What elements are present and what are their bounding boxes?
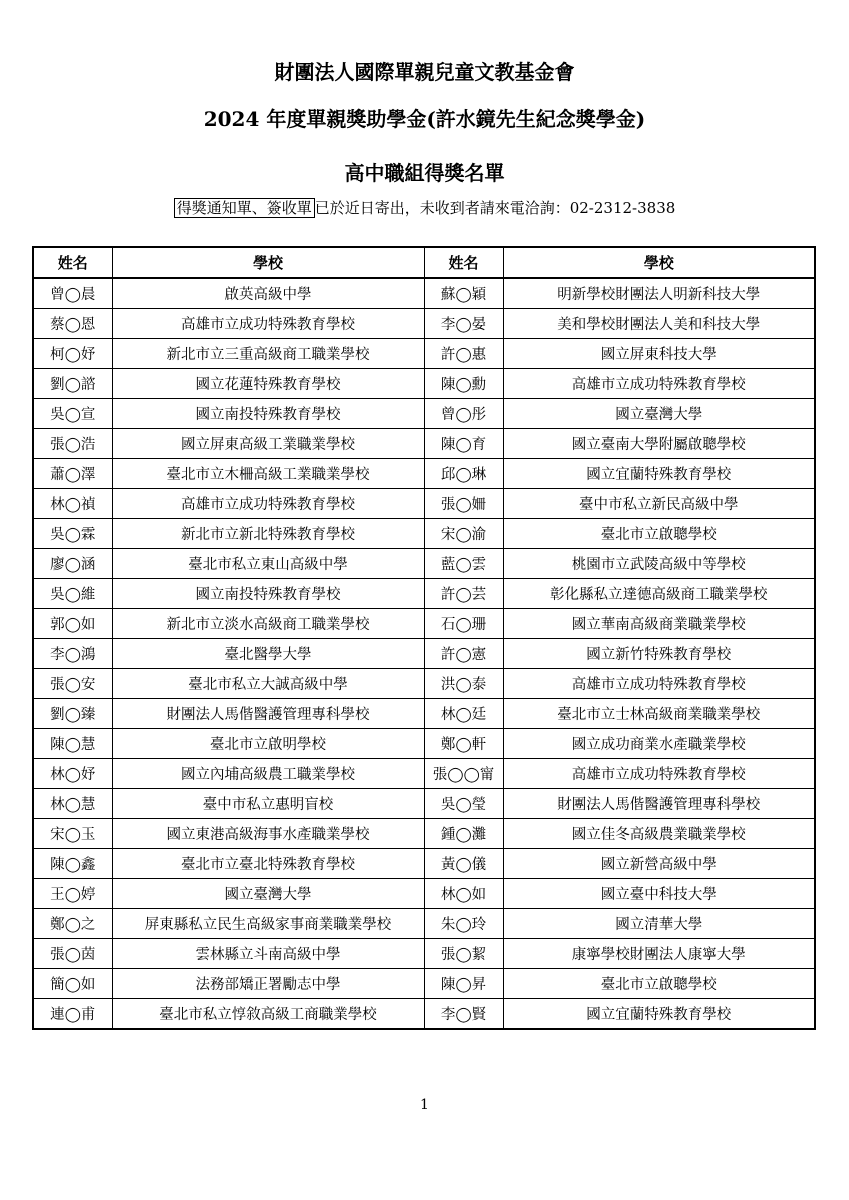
name-left-cell: 李◯鴻 [33,639,112,669]
table-row [33,639,815,669]
name-left-cell: 陳◯鑫 [33,849,112,879]
name-left-cell: 張◯安 [33,669,112,699]
name-right-cell: 陳◯勳 [424,369,503,399]
name-left-cell: 林◯妤 [33,759,112,789]
name-left-cell: 吳◯維 [33,579,112,609]
name-left-cell: 宋◯玉 [33,819,112,849]
name-right-cell: 張◯絜 [424,939,503,969]
org-title: 財團法人國際單親兒童文教基金會 [274,60,575,84]
table-row [33,519,815,549]
school-right-cell: 臺北市立士林高級商業職業學校 [503,699,815,729]
name-left-cell: 陳◯慧 [33,729,112,759]
name-right-cell: 石◯珊 [424,609,503,639]
name-left-cell: 吳◯霖 [33,519,112,549]
name-left-cell: 郭◯如 [33,609,112,639]
table-row [33,489,815,519]
school-left-cell: 臺北市立臺北特殊教育學校 [112,849,424,879]
school-left-cell: 新北市立新北特殊教育學校 [112,519,424,549]
name-right-cell: 陳◯育 [424,429,503,459]
table-header-row [33,247,815,278]
school-left-cell: 臺北醫學大學 [112,639,424,669]
school-left-cell: 臺北市私立大誠高級中學 [112,669,424,699]
name-right-cell: 朱◯玲 [424,909,503,939]
name-right-cell: 鄭◯軒 [424,729,503,759]
name-left-cell: 簡◯如 [33,969,112,999]
school-left-cell: 高雄市立成功特殊教育學校 [112,309,424,339]
table-row [33,669,815,699]
notice-boxed-text: 得獎通知單、簽收單 [174,198,315,218]
school-right-cell: 國立屏東科技大學 [503,339,815,369]
header-school-left: 學校 [112,247,424,278]
table-row [33,549,815,579]
name-left-cell: 林◯禎 [33,489,112,519]
table-row [33,969,815,999]
school-right-cell: 高雄市立成功特殊教育學校 [503,759,815,789]
table-row [33,579,815,609]
name-left-cell: 柯◯妤 [33,339,112,369]
school-right-cell: 高雄市立成功特殊教育學校 [503,369,815,399]
winners-table [32,246,816,1030]
table-row [33,909,815,939]
school-right-cell: 臺中市私立新民高級中學 [503,489,815,519]
school-right-cell: 臺北市立啟聰學校 [503,519,815,549]
notice-text: 已於近日寄出，未收到者請來電洽詢：02-2312-3838 [314,199,676,217]
name-left-cell: 連◯甫 [33,999,112,1030]
name-right-cell: 張◯◯甯 [424,759,503,789]
table-row [33,879,815,909]
school-left-cell: 新北市立淡水高級商工職業學校 [112,609,424,639]
table-row [33,849,815,879]
school-left-cell: 國立花蓮特殊教育學校 [112,369,424,399]
school-left-cell: 臺中市私立惠明盲校 [112,789,424,819]
notice-line [0,197,849,218]
name-right-cell: 邱◯琳 [424,459,503,489]
school-left-cell: 國立內埔高級農工職業學校 [112,759,424,789]
school-right-cell: 國立宜蘭特殊教育學校 [503,999,815,1030]
school-left-cell: 臺北市立啟明學校 [112,729,424,759]
school-left-cell: 財團法人馬偕醫護管理專科學校 [112,699,424,729]
school-right-cell: 國立成功商業水產職業學校 [503,729,815,759]
table-row [33,939,815,969]
name-right-cell: 吳◯瑩 [424,789,503,819]
school-right-cell: 國立新營高級中學 [503,849,815,879]
table-row [33,609,815,639]
school-left-cell: 國立南投特殊教育學校 [112,579,424,609]
name-right-cell: 洪◯泰 [424,669,503,699]
table-row [33,789,815,819]
table-row [33,278,815,309]
name-right-cell: 陳◯昇 [424,969,503,999]
table-row [33,819,815,849]
school-left-cell: 法務部矯正署勵志中學 [112,969,424,999]
school-left-cell: 啟英高級中學 [112,278,424,309]
school-left-cell: 雲林縣立斗南高級中學 [112,939,424,969]
school-right-cell: 財團法人馬偕醫護管理專科學校 [503,789,815,819]
school-right-cell: 國立新竹特殊教育學校 [503,639,815,669]
page-number: 1 [420,1097,429,1113]
school-right-cell: 國立臺中科技大學 [503,879,815,909]
name-left-cell: 廖◯涵 [33,549,112,579]
name-right-cell: 藍◯雲 [424,549,503,579]
school-right-cell: 臺北市立啟聰學校 [503,969,815,999]
school-right-cell: 美和學校財團法人美和科技大學 [503,309,815,339]
name-left-cell: 曾◯晨 [33,278,112,309]
name-left-cell: 張◯浩 [33,429,112,459]
school-left-cell: 臺北市立木柵高級工業職業學校 [112,459,424,489]
name-right-cell: 李◯晏 [424,309,503,339]
school-right-cell: 國立清華大學 [503,909,815,939]
name-right-cell: 許◯惠 [424,339,503,369]
school-right-cell: 國立華南高級商業職業學校 [503,609,815,639]
name-left-cell: 劉◯諮 [33,369,112,399]
table-row [33,999,815,1030]
name-right-cell: 李◯賢 [424,999,503,1030]
header-school-right: 學校 [503,247,815,278]
program-title: 2024 年度單親獎助學金(許水鏡先生紀念獎學金) [203,107,646,131]
school-left-cell: 國立屏東高級工業職業學校 [112,429,424,459]
school-right-cell: 國立佳冬高級農業職業學校 [503,819,815,849]
name-left-cell: 蕭◯澤 [33,459,112,489]
school-left-cell: 國立東港高級海事水產職業學校 [112,819,424,849]
name-right-cell: 蘇◯穎 [424,278,503,309]
name-right-cell: 張◯姍 [424,489,503,519]
school-right-cell: 國立臺灣大學 [503,399,815,429]
name-right-cell: 曾◯彤 [424,399,503,429]
table-row [33,399,815,429]
name-left-cell: 林◯慧 [33,789,112,819]
name-left-cell: 蔡◯恩 [33,309,112,339]
school-right-cell: 彰化縣私立達德高級商工職業學校 [503,579,815,609]
table-row [33,369,815,399]
name-right-cell: 林◯廷 [424,699,503,729]
name-left-cell: 劉◯臻 [33,699,112,729]
name-right-cell: 宋◯渝 [424,519,503,549]
header-name-right: 姓名 [424,247,503,278]
school-right-cell: 國立宜蘭特殊教育學校 [503,459,815,489]
school-right-cell: 國立臺南大學附屬啟聰學校 [503,429,815,459]
header-name-left: 姓名 [33,247,112,278]
school-right-cell: 高雄市立成功特殊教育學校 [503,669,815,699]
table-row [33,699,815,729]
school-right-cell: 桃園市立武陵高級中等學校 [503,549,815,579]
name-left-cell: 吳◯宣 [33,399,112,429]
table-row [33,459,815,489]
name-right-cell: 黃◯儀 [424,849,503,879]
name-left-cell: 王◯婷 [33,879,112,909]
list-title: 高中職組得獎名單 [344,161,505,185]
name-right-cell: 許◯憲 [424,639,503,669]
school-left-cell: 新北市立三重高級商工職業學校 [112,339,424,369]
name-right-cell: 鍾◯灘 [424,819,503,849]
school-left-cell: 屏東縣私立民生高級家事商業職業學校 [112,909,424,939]
table-row [33,309,815,339]
name-right-cell: 許◯芸 [424,579,503,609]
school-left-cell: 高雄市立成功特殊教育學校 [112,489,424,519]
school-left-cell: 臺北市私立東山高級中學 [112,549,424,579]
school-right-cell: 明新學校財團法人明新科技大學 [503,278,815,309]
table-row [33,429,815,459]
school-right-cell: 康寧學校財團法人康寧大學 [503,939,815,969]
school-left-cell: 國立南投特殊教育學校 [112,399,424,429]
table-row [33,759,815,789]
table-row [33,339,815,369]
name-left-cell: 鄭◯之 [33,909,112,939]
table-row [33,729,815,759]
name-right-cell: 林◯如 [424,879,503,909]
school-left-cell: 臺北市私立惇敘高級工商職業學校 [112,999,424,1030]
name-left-cell: 張◯茵 [33,939,112,969]
school-left-cell: 國立臺灣大學 [112,879,424,909]
